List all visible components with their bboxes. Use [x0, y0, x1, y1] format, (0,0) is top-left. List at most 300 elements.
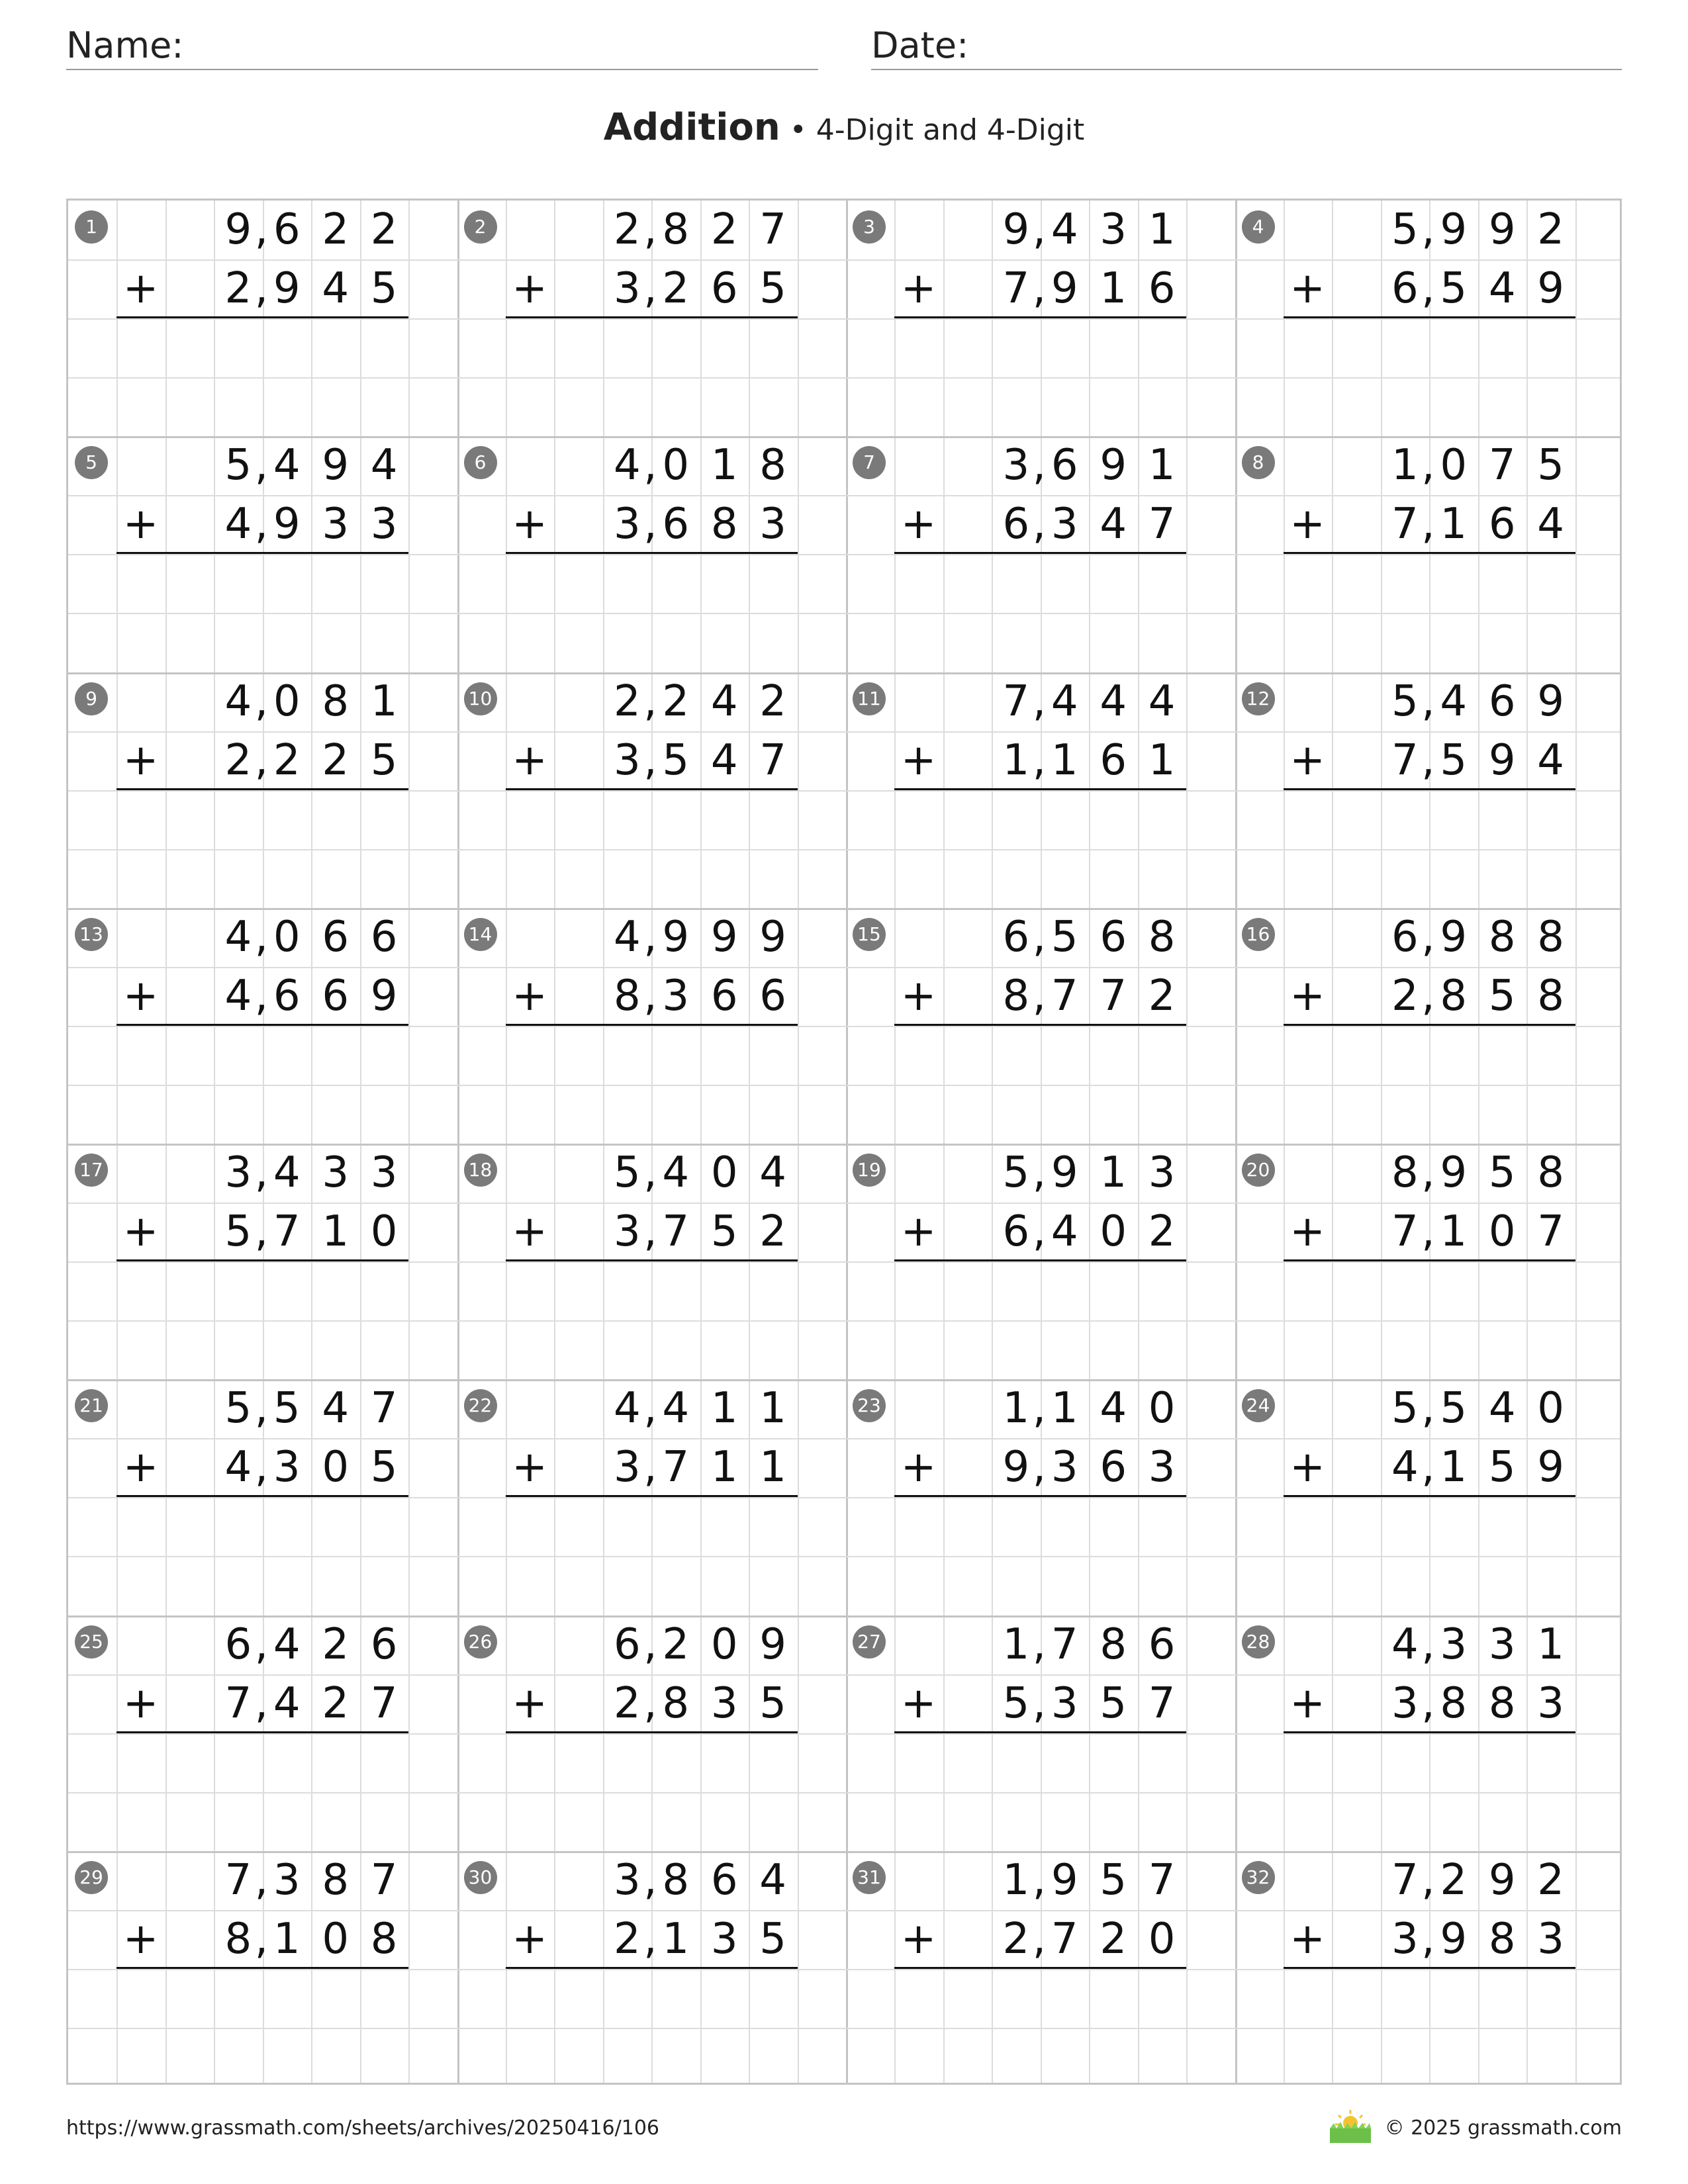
date-field[interactable] — [871, 26, 1622, 70]
thousands-separator: , — [1032, 1443, 1047, 1492]
digit: 0 — [1148, 1914, 1176, 1964]
digit: 1 — [1100, 1148, 1127, 1197]
answer-line — [1284, 1731, 1575, 1733]
title-main: Addition — [603, 106, 780, 149]
addition-problem — [846, 908, 1235, 1144]
thousands-separator: , — [1421, 441, 1435, 490]
answer-line — [894, 552, 1186, 554]
digit: 2 — [1391, 971, 1419, 1021]
problem-number-badge: 2 — [464, 210, 497, 244]
plus-sign: + — [122, 971, 159, 1021]
problem-number-badge: 28 — [1242, 1625, 1275, 1659]
digit: 6 — [1488, 676, 1516, 726]
digit: 7 — [370, 1855, 398, 1905]
digit: 3 — [613, 1855, 641, 1905]
digit: 0 — [1148, 1384, 1176, 1433]
digit: 7 — [224, 1678, 252, 1728]
addition-problem — [846, 201, 1235, 436]
digit: 5 — [1100, 1855, 1127, 1905]
digit: 2 — [613, 205, 641, 254]
addition-problem — [68, 1144, 457, 1379]
date-label: Date: — [871, 24, 969, 66]
addition-problem — [846, 672, 1235, 908]
digit: 3 — [613, 1443, 641, 1492]
problem-grid — [66, 199, 1622, 2085]
digit: 1 — [759, 1384, 786, 1433]
plus-sign: + — [512, 1207, 547, 1256]
addition-problem — [1235, 1144, 1622, 1379]
digit: 4 — [1488, 1384, 1516, 1433]
thousands-separator: , — [1421, 1855, 1435, 1905]
digit: 0 — [322, 1443, 350, 1492]
digit: 2 — [613, 676, 641, 726]
digit: 2 — [759, 676, 786, 726]
answer-line — [894, 316, 1186, 318]
digit: 4 — [1100, 500, 1127, 549]
plus-sign: + — [1289, 500, 1325, 549]
addition-problem — [68, 1615, 457, 1851]
answer-line — [117, 788, 408, 790]
thousands-separator: , — [643, 205, 657, 254]
plus-sign: + — [122, 264, 159, 313]
digit: 0 — [1537, 1384, 1564, 1433]
thousands-separator: , — [1032, 500, 1047, 549]
thousands-separator: , — [1421, 205, 1435, 254]
thousands-separator: , — [1421, 1148, 1435, 1197]
answer-line — [1284, 788, 1575, 790]
digit: 7 — [759, 205, 786, 254]
digit: 0 — [1440, 441, 1468, 490]
digit: 2 — [1537, 205, 1564, 254]
answer-line — [506, 1024, 798, 1026]
digit: 6 — [710, 971, 738, 1021]
digit: 5 — [224, 1384, 252, 1433]
digit: 1 — [1440, 1443, 1468, 1492]
addition-problem — [1235, 1379, 1622, 1615]
answer-line — [1284, 1495, 1575, 1497]
problem-number-badge: 31 — [853, 1861, 886, 1894]
addition-problem — [846, 1144, 1235, 1379]
answer-line — [117, 316, 408, 318]
digit: 6 — [662, 500, 690, 549]
thousands-separator: , — [254, 971, 269, 1021]
thousands-separator: , — [254, 441, 269, 490]
digit: 2 — [662, 264, 690, 314]
digit: 8 — [1488, 1678, 1516, 1728]
problem-number-badge: 8 — [1242, 446, 1275, 479]
plus-sign: + — [122, 1207, 159, 1256]
addition-problem — [68, 201, 457, 436]
digit: 9 — [662, 912, 690, 962]
plus-sign: + — [900, 1678, 937, 1728]
problem-number-badge: 3 — [853, 210, 886, 244]
thousands-separator: , — [254, 735, 269, 785]
addition-problem — [457, 1615, 846, 1851]
digit: 3 — [1051, 500, 1078, 549]
digit: 3 — [1148, 1148, 1176, 1197]
problem-number-badge: 24 — [1242, 1389, 1275, 1422]
answer-line — [1284, 1967, 1575, 1969]
digit: 2 — [1148, 971, 1176, 1021]
addition-problem — [68, 672, 457, 908]
thousands-separator: , — [1032, 735, 1047, 785]
plus-sign: + — [512, 1914, 547, 1964]
addition-problem — [1235, 1851, 1622, 2085]
thousands-separator: , — [1032, 912, 1047, 962]
answer-line — [506, 1495, 798, 1497]
digit: 9 — [759, 1619, 786, 1669]
digit: 4 — [224, 971, 252, 1021]
digit: 7 — [273, 1207, 301, 1257]
plus-sign: + — [900, 971, 937, 1021]
answer-line — [117, 1495, 408, 1497]
digit: 2 — [322, 735, 350, 785]
thousands-separator: , — [1032, 1384, 1047, 1433]
digit: 5 — [370, 1443, 398, 1492]
digit: 5 — [1002, 1148, 1030, 1197]
digit: 8 — [1537, 912, 1564, 962]
digit: 8 — [662, 205, 690, 254]
answer-line — [894, 1967, 1186, 1969]
addition-problem — [1235, 908, 1622, 1144]
digit: 0 — [710, 1148, 738, 1197]
name-field[interactable] — [66, 26, 818, 70]
thousands-separator: , — [1421, 1384, 1435, 1433]
digit: 6 — [1002, 1207, 1030, 1257]
digit: 5 — [759, 264, 786, 314]
thousands-separator: , — [254, 676, 269, 726]
digit: 7 — [1002, 264, 1030, 314]
digit: 3 — [1148, 1443, 1176, 1492]
problem-number-badge: 17 — [75, 1154, 108, 1187]
digit: 8 — [1488, 1914, 1516, 1964]
digit: 7 — [1148, 500, 1176, 549]
digit: 9 — [1488, 205, 1516, 254]
digit: 7 — [1148, 1855, 1176, 1905]
problem-number-badge: 16 — [1242, 918, 1275, 951]
plus-sign: + — [122, 1678, 159, 1728]
digit: 3 — [1537, 1678, 1564, 1728]
digit: 3 — [613, 735, 641, 785]
digit: 3 — [1391, 1914, 1419, 1964]
digit: 7 — [1051, 1619, 1078, 1669]
plus-sign: + — [1289, 264, 1325, 313]
problem-number-badge: 15 — [853, 918, 886, 951]
digit: 8 — [1100, 1619, 1127, 1669]
answer-line — [894, 788, 1186, 790]
digit: 2 — [322, 1678, 350, 1728]
digit: 7 — [1488, 441, 1516, 490]
digit: 9 — [273, 500, 301, 549]
digit: 3 — [613, 1207, 641, 1257]
digit: 7 — [1148, 1678, 1176, 1728]
problem-number-badge: 22 — [464, 1389, 497, 1422]
plus-sign: + — [1289, 1914, 1325, 1964]
problem-number-badge: 5 — [75, 446, 108, 479]
digit: 8 — [322, 1855, 350, 1905]
digit: 3 — [370, 500, 398, 549]
digit: 1 — [1391, 441, 1419, 490]
answer-line — [117, 1731, 408, 1733]
digit: 8 — [1440, 971, 1468, 1021]
digit: 3 — [273, 1443, 301, 1492]
digit: 8 — [1148, 912, 1176, 962]
digit: 9 — [1100, 441, 1127, 490]
thousands-separator: , — [643, 971, 657, 1021]
plus-sign: + — [512, 1443, 547, 1492]
problem-number-badge: 12 — [1242, 682, 1275, 715]
digit: 9 — [1440, 912, 1468, 962]
digit: 7 — [1002, 676, 1030, 726]
answer-line — [117, 552, 408, 554]
digit: 2 — [370, 205, 398, 254]
digit: 8 — [1391, 1148, 1419, 1197]
thousands-separator: , — [1421, 676, 1435, 726]
thousands-separator: , — [254, 912, 269, 962]
answer-line — [1284, 552, 1575, 554]
addition-problem — [846, 1615, 1235, 1851]
digit: 7 — [662, 1443, 690, 1492]
addition-problem — [1235, 672, 1622, 908]
problem-number-badge: 13 — [75, 918, 108, 951]
addition-problem — [68, 1379, 457, 1615]
thousands-separator: , — [254, 500, 269, 549]
thousands-separator: , — [643, 1914, 657, 1964]
digit: 4 — [224, 912, 252, 962]
digit: 5 — [1440, 1384, 1468, 1433]
digit: 0 — [710, 1619, 738, 1669]
digit: 7 — [759, 735, 786, 785]
digit: 7 — [1537, 1207, 1564, 1257]
digit: 5 — [1391, 676, 1419, 726]
problem-number-badge: 6 — [464, 446, 497, 479]
plus-sign: + — [900, 1207, 937, 1256]
plus-sign: + — [900, 1914, 937, 1964]
digit: 7 — [1051, 971, 1078, 1021]
problem-number-badge: 4 — [1242, 210, 1275, 244]
digit: 2 — [224, 735, 252, 785]
digit: 2 — [662, 1619, 690, 1669]
digit: 4 — [759, 1855, 786, 1905]
digit: 1 — [1148, 441, 1176, 490]
plus-sign: + — [900, 735, 937, 785]
digit: 7 — [1391, 1855, 1419, 1905]
addition-problem — [846, 1851, 1235, 2085]
digit: 9 — [1051, 1855, 1078, 1905]
digit: 5 — [1391, 1384, 1419, 1433]
thousands-separator: , — [643, 735, 657, 785]
digit: 3 — [759, 500, 786, 549]
digit: 2 — [322, 1619, 350, 1669]
digit: 5 — [1002, 1678, 1030, 1728]
digit: 8 — [224, 1914, 252, 1964]
plus-sign: + — [1289, 1207, 1325, 1256]
digit: 1 — [1051, 735, 1078, 785]
digit: 4 — [1391, 1619, 1419, 1669]
digit: 9 — [322, 441, 350, 490]
plus-sign: + — [122, 1443, 159, 1492]
digit: 5 — [662, 735, 690, 785]
digit: 5 — [759, 1914, 786, 1964]
digit: 6 — [759, 971, 786, 1021]
answer-line — [894, 1731, 1186, 1733]
answer-line — [894, 1259, 1186, 1261]
addition-problem — [457, 908, 846, 1144]
thousands-separator: , — [1421, 1207, 1435, 1257]
digit: 5 — [613, 1148, 641, 1197]
digit: 3 — [1051, 1443, 1078, 1492]
digit: 9 — [1002, 1443, 1030, 1492]
digit: 2 — [759, 1207, 786, 1257]
thousands-separator: , — [254, 1678, 269, 1728]
answer-line — [894, 1024, 1186, 1026]
thousands-separator: , — [1421, 264, 1435, 314]
digit: 4 — [1391, 1443, 1419, 1492]
digit: 4 — [224, 500, 252, 549]
thousands-separator: , — [254, 205, 269, 254]
digit: 3 — [1002, 441, 1030, 490]
digit: 2 — [1537, 1855, 1564, 1905]
digit: 8 — [1537, 1148, 1564, 1197]
plus-sign: + — [512, 735, 547, 785]
plus-sign: + — [122, 1914, 159, 1964]
digit: 4 — [1537, 735, 1564, 785]
plus-sign: + — [122, 500, 159, 549]
digit: 3 — [710, 1678, 738, 1728]
digit: 2 — [613, 1914, 641, 1964]
digit: 6 — [1148, 1619, 1176, 1669]
digit: 6 — [613, 1619, 641, 1669]
digit: 7 — [370, 1678, 398, 1728]
digit: 3 — [224, 1148, 252, 1197]
plus-sign: + — [900, 500, 937, 549]
digit: 0 — [273, 676, 301, 726]
thousands-separator: , — [1421, 1443, 1435, 1492]
digit: 6 — [710, 1855, 738, 1905]
problem-number-badge: 14 — [464, 918, 497, 951]
digit: 3 — [710, 1914, 738, 1964]
thousands-separator: , — [1032, 1855, 1047, 1905]
digit: 2 — [1440, 1855, 1468, 1905]
problem-number-badge: 11 — [853, 682, 886, 715]
thousands-separator: , — [643, 441, 657, 490]
problem-number-badge: 30 — [464, 1861, 497, 1894]
problem-number-badge: 9 — [75, 682, 108, 715]
digit: 1 — [759, 1443, 786, 1492]
thousands-separator: , — [643, 1678, 657, 1728]
addition-problem — [457, 672, 846, 908]
problem-number-badge: 21 — [75, 1389, 108, 1422]
digit: 5 — [370, 735, 398, 785]
digit: 4 — [613, 912, 641, 962]
thousands-separator: , — [254, 1855, 269, 1905]
digit: 3 — [273, 1855, 301, 1905]
digit: 1 — [1002, 1619, 1030, 1669]
addition-problem — [457, 201, 846, 436]
digit: 7 — [662, 1207, 690, 1257]
thousands-separator: , — [643, 1855, 657, 1905]
digit: 6 — [322, 912, 350, 962]
answer-line — [506, 316, 798, 318]
digit: 8 — [662, 1855, 690, 1905]
thousands-separator: , — [1421, 1914, 1435, 1964]
digit: 1 — [1100, 264, 1127, 314]
digit: 2 — [662, 676, 690, 726]
digit: 4 — [1051, 676, 1078, 726]
answer-line — [506, 1731, 798, 1733]
digit: 5 — [1537, 441, 1564, 490]
digit: 0 — [1100, 1207, 1127, 1257]
problem-number-badge: 32 — [1242, 1861, 1275, 1894]
thousands-separator: , — [643, 500, 657, 549]
digit: 3 — [322, 500, 350, 549]
title-separator: • — [789, 113, 807, 147]
addition-problem — [1235, 1615, 1622, 1851]
digit: 9 — [1002, 205, 1030, 254]
digit: 2 — [710, 205, 738, 254]
digit: 2 — [273, 735, 301, 785]
thousands-separator: , — [643, 1619, 657, 1669]
digit: 5 — [1488, 1443, 1516, 1492]
digit: 1 — [710, 1384, 738, 1433]
digit: 6 — [273, 205, 301, 254]
digit: 0 — [662, 441, 690, 490]
digit: 5 — [1488, 971, 1516, 1021]
sun-over-grass-icon — [1327, 2109, 1374, 2144]
digit: 8 — [662, 1678, 690, 1728]
digit: 5 — [1391, 205, 1419, 254]
plus-sign: + — [512, 500, 547, 549]
problem-number-badge: 18 — [464, 1154, 497, 1187]
digit: 4 — [662, 1148, 690, 1197]
plus-sign: + — [122, 735, 159, 785]
digit: 0 — [322, 1914, 350, 1964]
digit: 4 — [224, 676, 252, 726]
digit: 4 — [1488, 264, 1516, 314]
digit: 1 — [370, 676, 398, 726]
thousands-separator: , — [1421, 500, 1435, 549]
digit: 4 — [1537, 500, 1564, 549]
digit: 0 — [370, 1207, 398, 1257]
thousands-separator: , — [643, 1148, 657, 1197]
thousands-separator: , — [254, 1207, 269, 1257]
thousands-separator: , — [1032, 264, 1047, 314]
digit: 3 — [1051, 1678, 1078, 1728]
digit: 1 — [710, 1443, 738, 1492]
problem-number-badge: 23 — [853, 1389, 886, 1422]
digit: 1 — [710, 441, 738, 490]
digit: 4 — [662, 1384, 690, 1433]
digit: 5 — [1488, 1148, 1516, 1197]
digit: 3 — [370, 1148, 398, 1197]
thousands-separator: , — [1032, 676, 1047, 726]
digit: 8 — [370, 1914, 398, 1964]
digit: 4 — [1100, 676, 1127, 726]
digit: 8 — [1002, 971, 1030, 1021]
digit: 6 — [322, 971, 350, 1021]
digit: 6 — [710, 264, 738, 314]
addition-problem — [68, 436, 457, 672]
answer-line — [506, 1967, 798, 1969]
digit: 4 — [1100, 1384, 1127, 1433]
digit: 6 — [224, 1619, 252, 1669]
thousands-separator: , — [643, 1207, 657, 1257]
digit: 4 — [224, 1443, 252, 1492]
thousands-separator: , — [1421, 1678, 1435, 1728]
digit: 4 — [710, 676, 738, 726]
answer-line — [1284, 1024, 1575, 1026]
digit: 9 — [224, 205, 252, 254]
